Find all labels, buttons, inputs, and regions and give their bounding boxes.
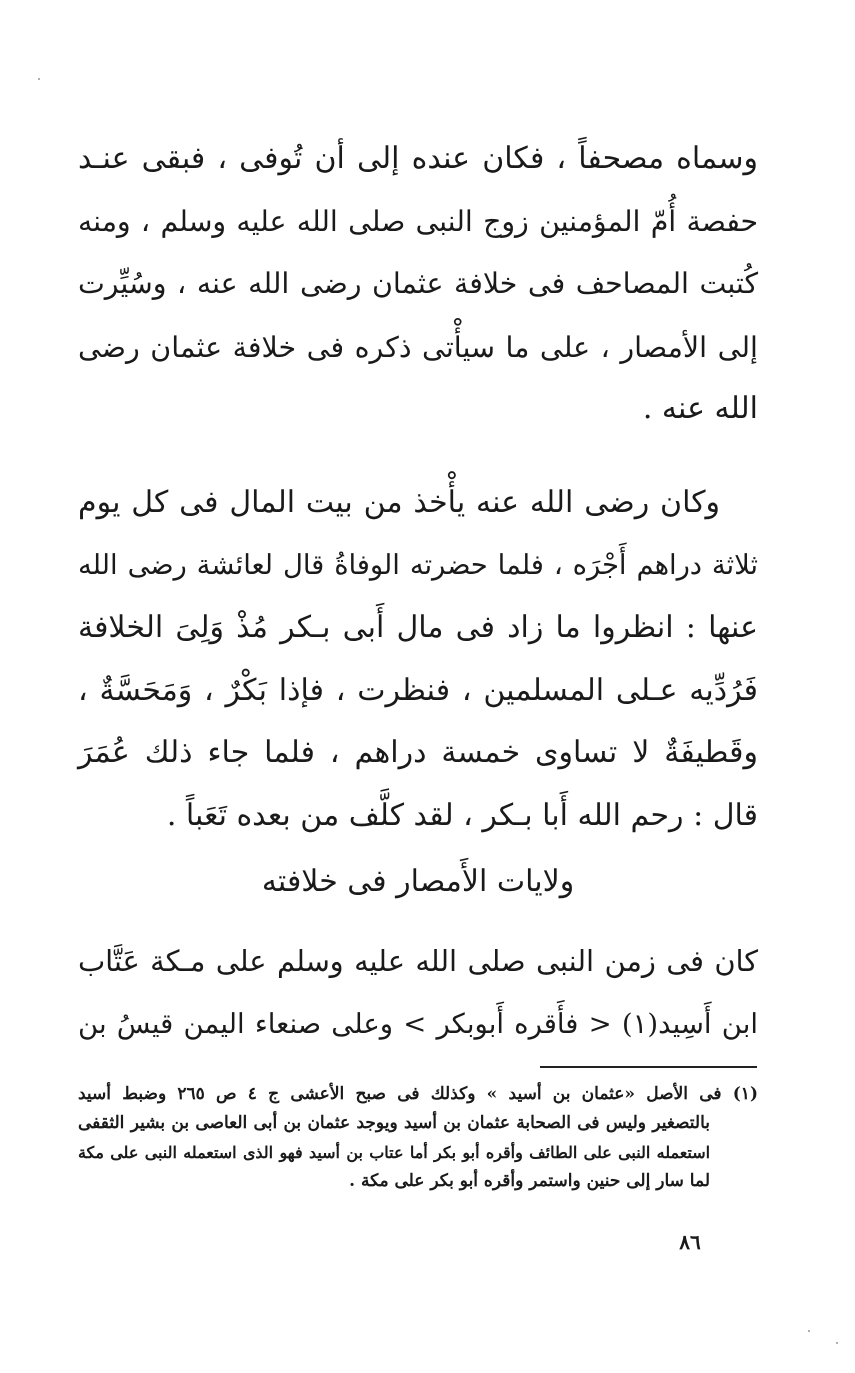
paragraph-3 [78, 930, 758, 1055]
footnote-line: (١) فى الأصل «عثمان بن أسيد » وكذلك فى صبح الأعشى ج ٤ ص ٢٦٥ وضبط أسيد [78, 1084, 758, 1104]
section-heading: ولايات الأَمصار فى خلافته [261, 864, 575, 899]
footnote [78, 1080, 758, 1196]
paragraph-line: وكان رضى الله عنه يأْخذ من بيت المال فى كل يوم [78, 485, 720, 520]
paragraph-line: وسماه مصحفاً ، فكان عنده إلى أن تُوفى ، فبقى عنـد [78, 141, 758, 176]
paragraph-line: ابن أَسِيد(١) < فأَقره أَبوبكر > وعلى صنعاء اليمن قيسُ بن [78, 1007, 758, 1040]
paragraph-line: كُتبت المصاحف فى خلافة عثمان رضى الله عنه ، وسُيِّرت [78, 267, 758, 300]
paragraph-line: قال : رحم الله أَبا بـكر ، لقد كلَّف من بعده تَعَباً . [166, 797, 758, 833]
scan-speck [808, 1330, 810, 1332]
paragraph-line: حفصة أُمّ المؤمنين زوج النبى صلى الله عليه وسلم ، ومنه [78, 204, 758, 238]
paragraph-2 [78, 472, 758, 847]
paragraph-line: وقَطيفَةٌ لا تساوى خمسة دراهم ، فلما جاء ذلك عُمَرَ [78, 735, 758, 770]
paragraph-line: ثلاثة دراهم أَجْرَه ، فلما حضرته الوفاةُ قال لعائشة رضى الله [78, 549, 758, 581]
scan-speck [836, 1342, 838, 1344]
paragraph-1 [78, 128, 758, 441]
paragraph-line: فَرُدِّيه عـلى المسلمين ، فنظرت ، فإذا بَكْرٌ ، وَمَحَسَّةٌ ، [78, 672, 758, 708]
paragraph-line: إلى الأمصار ، على ما سيأْتى ذكره فى خلافة عثمان رضى [78, 329, 758, 364]
footnote-divider [540, 1066, 757, 1068]
footnote-line: بالتصغير وليس فى الصحابة عثمان بن أسيد ويوجد عثمان بن أبى العاصى بن بشير الثقفى [78, 1113, 710, 1133]
footnote-line: لما سار إلى حنين واستمر وأقره أبو بكر على مكة . [349, 1171, 710, 1191]
page-number: ٨٦ [679, 1230, 701, 1254]
scan-speck [38, 78, 40, 80]
paragraph-line: الله عنه . [642, 391, 758, 426]
paragraph-line: كان فى زمن النبى صلى الله عليه وسلم على مـكة عَتَّاب [78, 944, 758, 978]
footnote-line: استعمله النبى على الطائف وأقره أبو بكر أما عتاب بن أسيد فهو الذى استعمله النبى على مكة [78, 1143, 710, 1162]
paragraph-line: عنها : انظروا ما زاد فى مال أَبى بـكر مُذْ وَلِىَ الخلافة [78, 610, 758, 645]
